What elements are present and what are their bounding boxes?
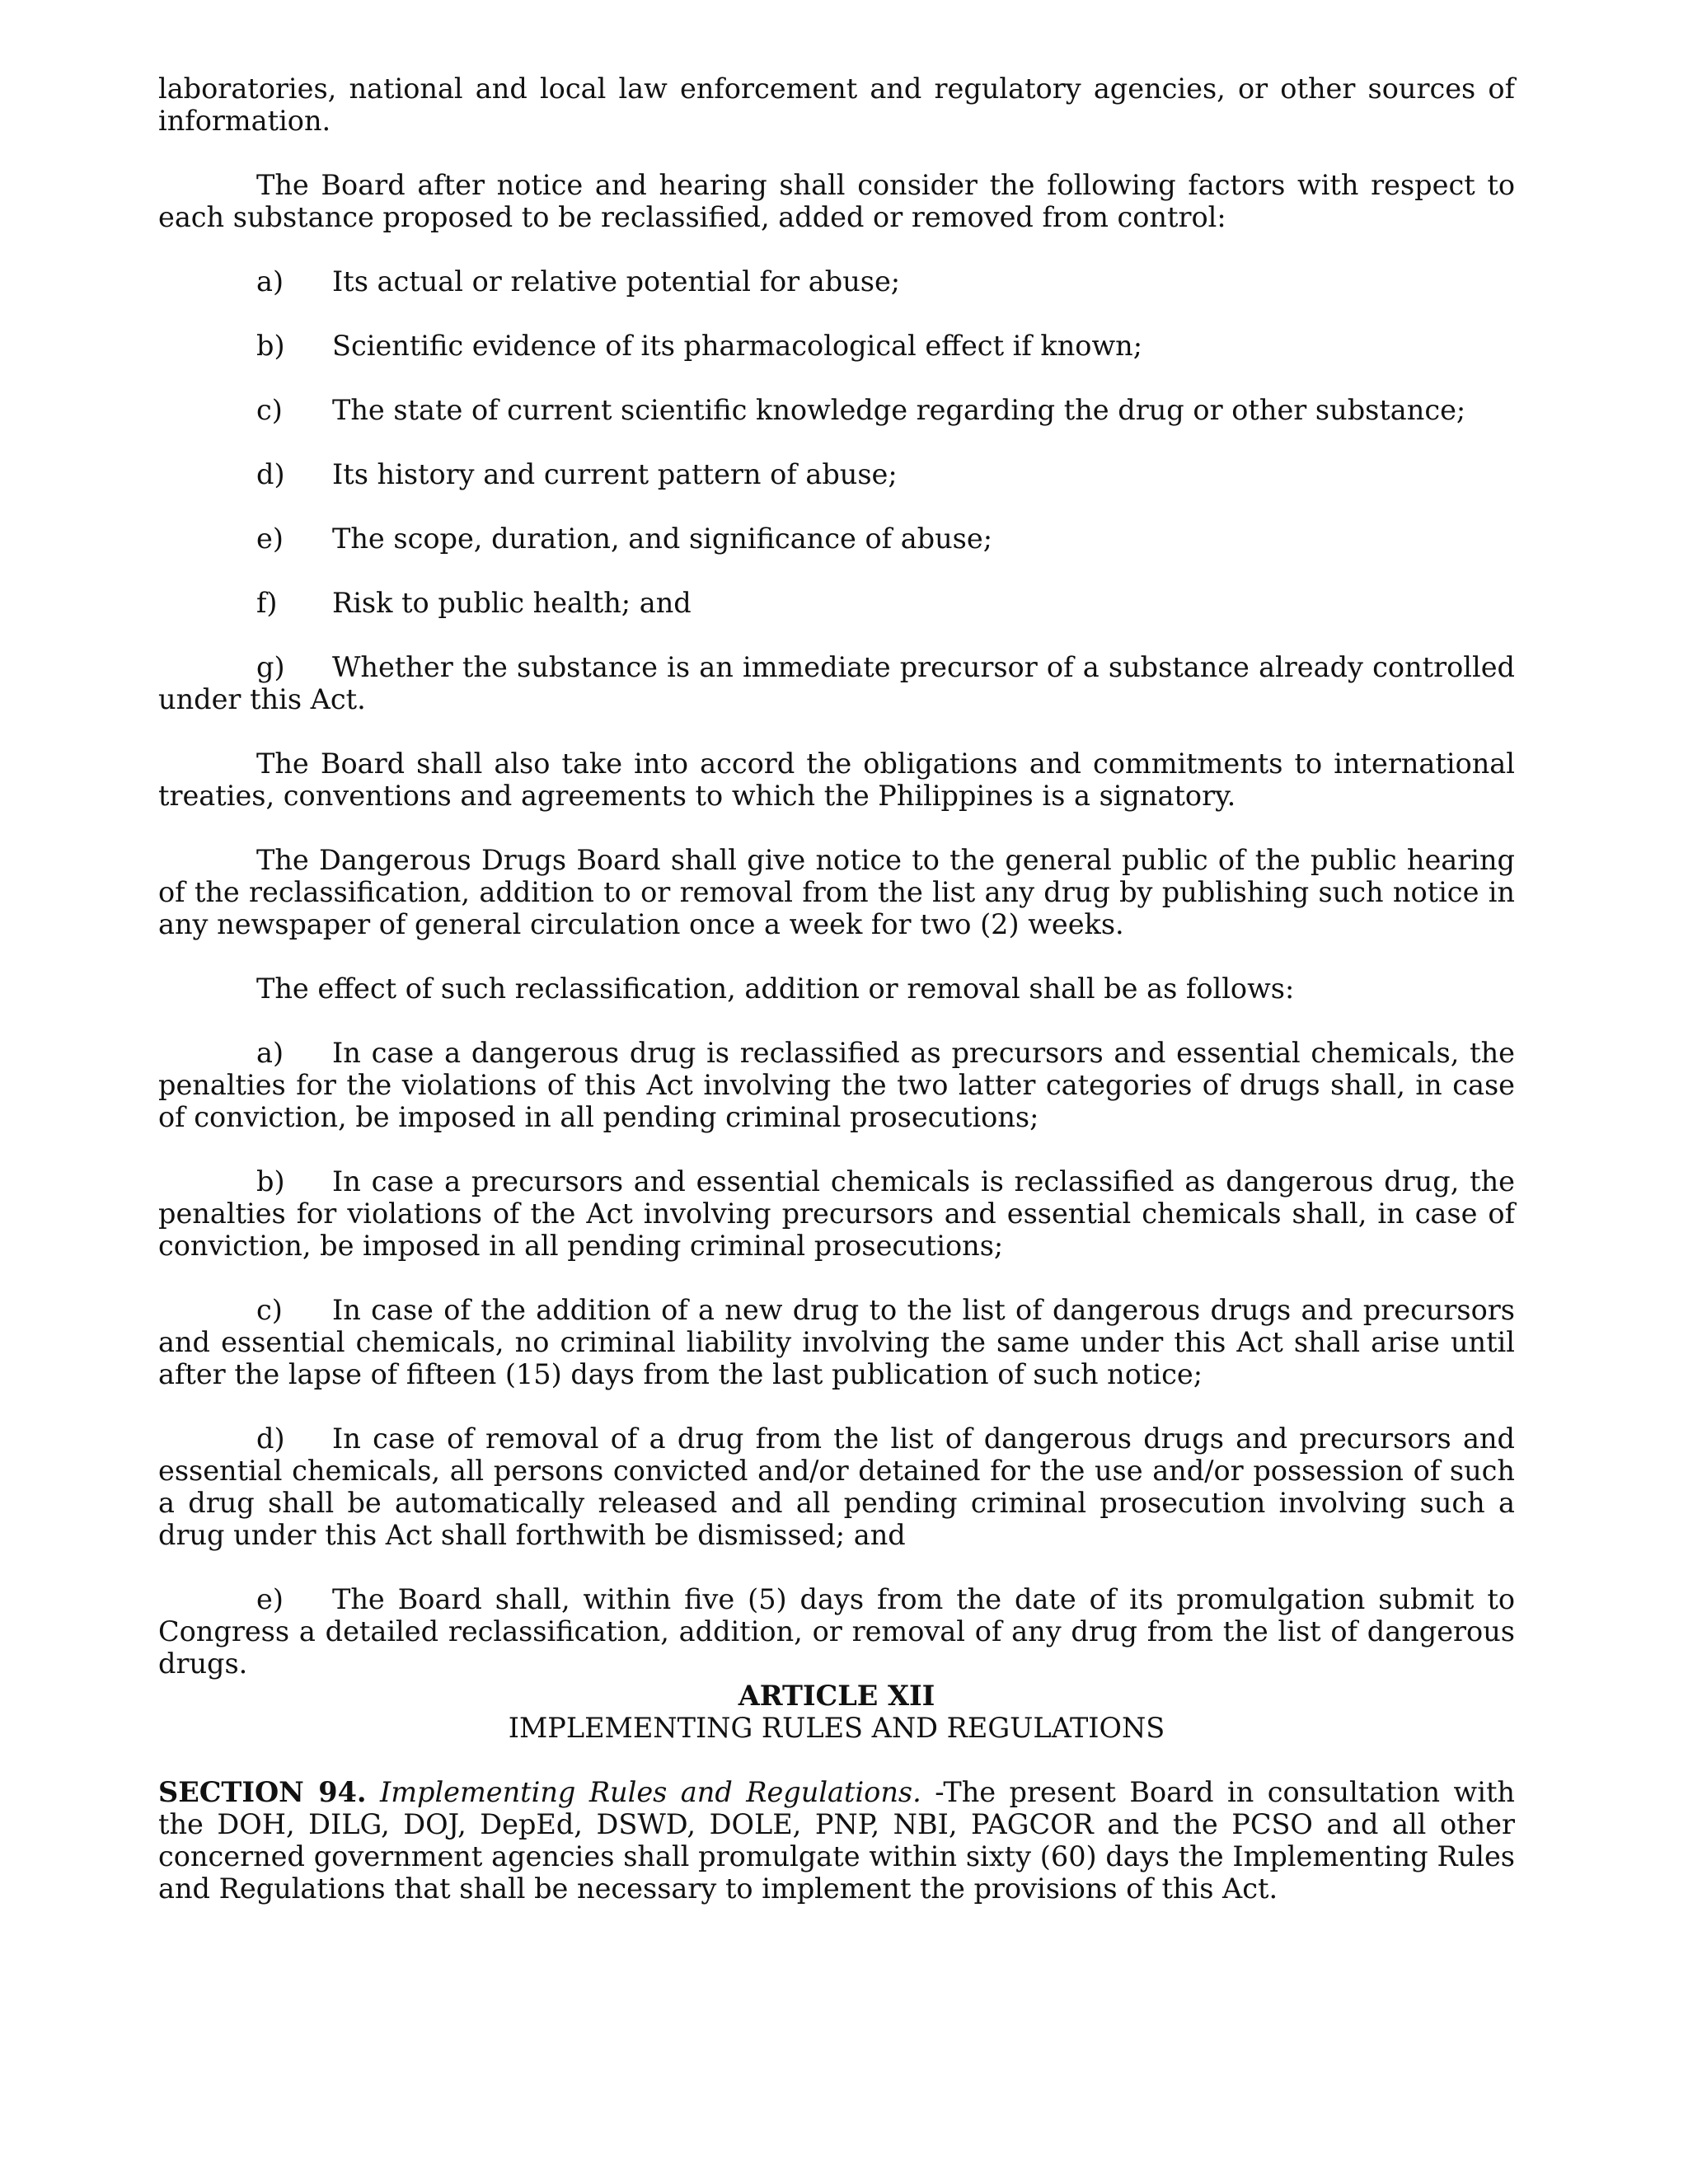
factor-label: c) (256, 394, 283, 426)
effect-text: In case of removal of a drug from the list of dangerous drugs and precursors and essential chemicals, all persons convicted and/or detained for the use and/or possession of such a drug shall be automatically released and all pending criminal prosecution involving such a drug under this Act shall forthwith be dismissed; and (158, 1422, 1515, 1551)
factor-item-e (158, 523, 1515, 555)
factor-label: f) (256, 587, 278, 619)
effect-item-c (158, 1294, 1515, 1390)
factor-text: The state of current scientific knowledge regarding the drug or other substance; (332, 394, 1466, 426)
factor-item-f (158, 587, 1515, 619)
section-94-paragraph (158, 1776, 1515, 1905)
factor-text: Risk to public health; and (332, 587, 692, 619)
effect-item-b (158, 1165, 1515, 1262)
section-title: Implementing Rules and Regulations. (380, 1776, 921, 1808)
factor-label: a) (256, 265, 284, 298)
section-number: SECTION 94. (158, 1776, 367, 1808)
effect-label: d) (256, 1422, 285, 1455)
factor-item-a (158, 265, 1515, 298)
effects-intro-paragraph: The effect of such reclassification, addition or removal shall be as follows: (256, 972, 1295, 1005)
international-paragraph: The Board shall also take into accord the obligations and commitments to international treaties, conventions and agreements to which the Philippines is a signatory. (158, 748, 1515, 812)
factor-item-d (158, 458, 1515, 490)
factors-intro-paragraph: The Board after notice and hearing shall consider the following factors with respect to each substance proposed to be reclassified, added or removed from control: (158, 169, 1515, 233)
factor-item-g (158, 651, 1515, 715)
effect-text: In case a precursors and essential chemicals is reclassified as dangerous drug, the penalties for violations of the Act involving precursors and essential chemicals shall, in case of conviction, be imposed in all pending criminal prosecutions; (158, 1165, 1515, 1262)
factor-text: The scope, duration, and significance of abuse; (332, 523, 992, 555)
factor-text: Scientific evidence of its pharmacological effect if known; (332, 330, 1143, 362)
section-text: -The present Board in consultation with the DOH, DILG, DOJ, DepEd, DSWD, DOLE, PNP, NBI, PAGCOR and the PCSO and all other concerned government agencies shall promulgate within sixty (60) days the Implementing Rules and Regulations that shall be necessary to implement the provisions of this Act. (158, 1776, 1515, 1905)
effect-text: The Board shall, within five (5) days from the date of its promulgation submit to Congress a detailed reclassification, addition, or removal of any drug from the list of dangerous drugs. (158, 1583, 1515, 1680)
effect-text: In case of the addition of a new drug to the list of dangerous drugs and precursors and essential chemicals, no criminal liability involving the same under this Act shall arise until after the lapse of fifteen (15) days from the last publication of such notice; (158, 1294, 1515, 1390)
factor-label: e) (256, 523, 284, 555)
factor-text: Whether the substance is an immediate precursor of a substance already controlled under this Act. (158, 651, 1515, 715)
factor-text: Its actual or relative potential for abuse; (332, 265, 901, 298)
effect-label: b) (256, 1165, 285, 1197)
effect-item-e (158, 1583, 1515, 1680)
factor-label: b) (256, 330, 285, 362)
document-body (158, 73, 1515, 1937)
intro-fragment-paragraph: laboratories, national and local law enforcement and regulatory agencies, or other sources of information. (158, 73, 1515, 137)
factor-item-c (158, 394, 1515, 426)
factor-text: Its history and current pattern of abuse; (332, 458, 898, 490)
effect-label: a) (256, 1037, 284, 1069)
article-heading: ARTICLE XII (738, 1680, 935, 1712)
effect-label: c) (256, 1294, 283, 1326)
effect-item-d (158, 1422, 1515, 1551)
notice-paragraph: The Dangerous Drugs Board shall give notice to the general public of the public hearing of the reclassification, addition to or removal from the list any drug by publishing such notice in any newspaper of general circulation once a week for two (2) weeks. (158, 844, 1515, 940)
effect-label: e) (256, 1583, 284, 1615)
factor-label: g) (256, 651, 285, 683)
factor-item-b (158, 330, 1515, 362)
article-subheading: IMPLEMENTING RULES AND REGULATIONS (508, 1712, 1165, 1744)
effect-text: In case a dangerous drug is reclassified as precursors and essential chemicals, the penalties for the violations of this Act involving the two latter categories of drugs shall, in case of conviction, be imposed in all pending criminal prosecutions; (158, 1037, 1515, 1133)
factor-label: d) (256, 458, 285, 490)
effect-item-a (158, 1037, 1515, 1133)
